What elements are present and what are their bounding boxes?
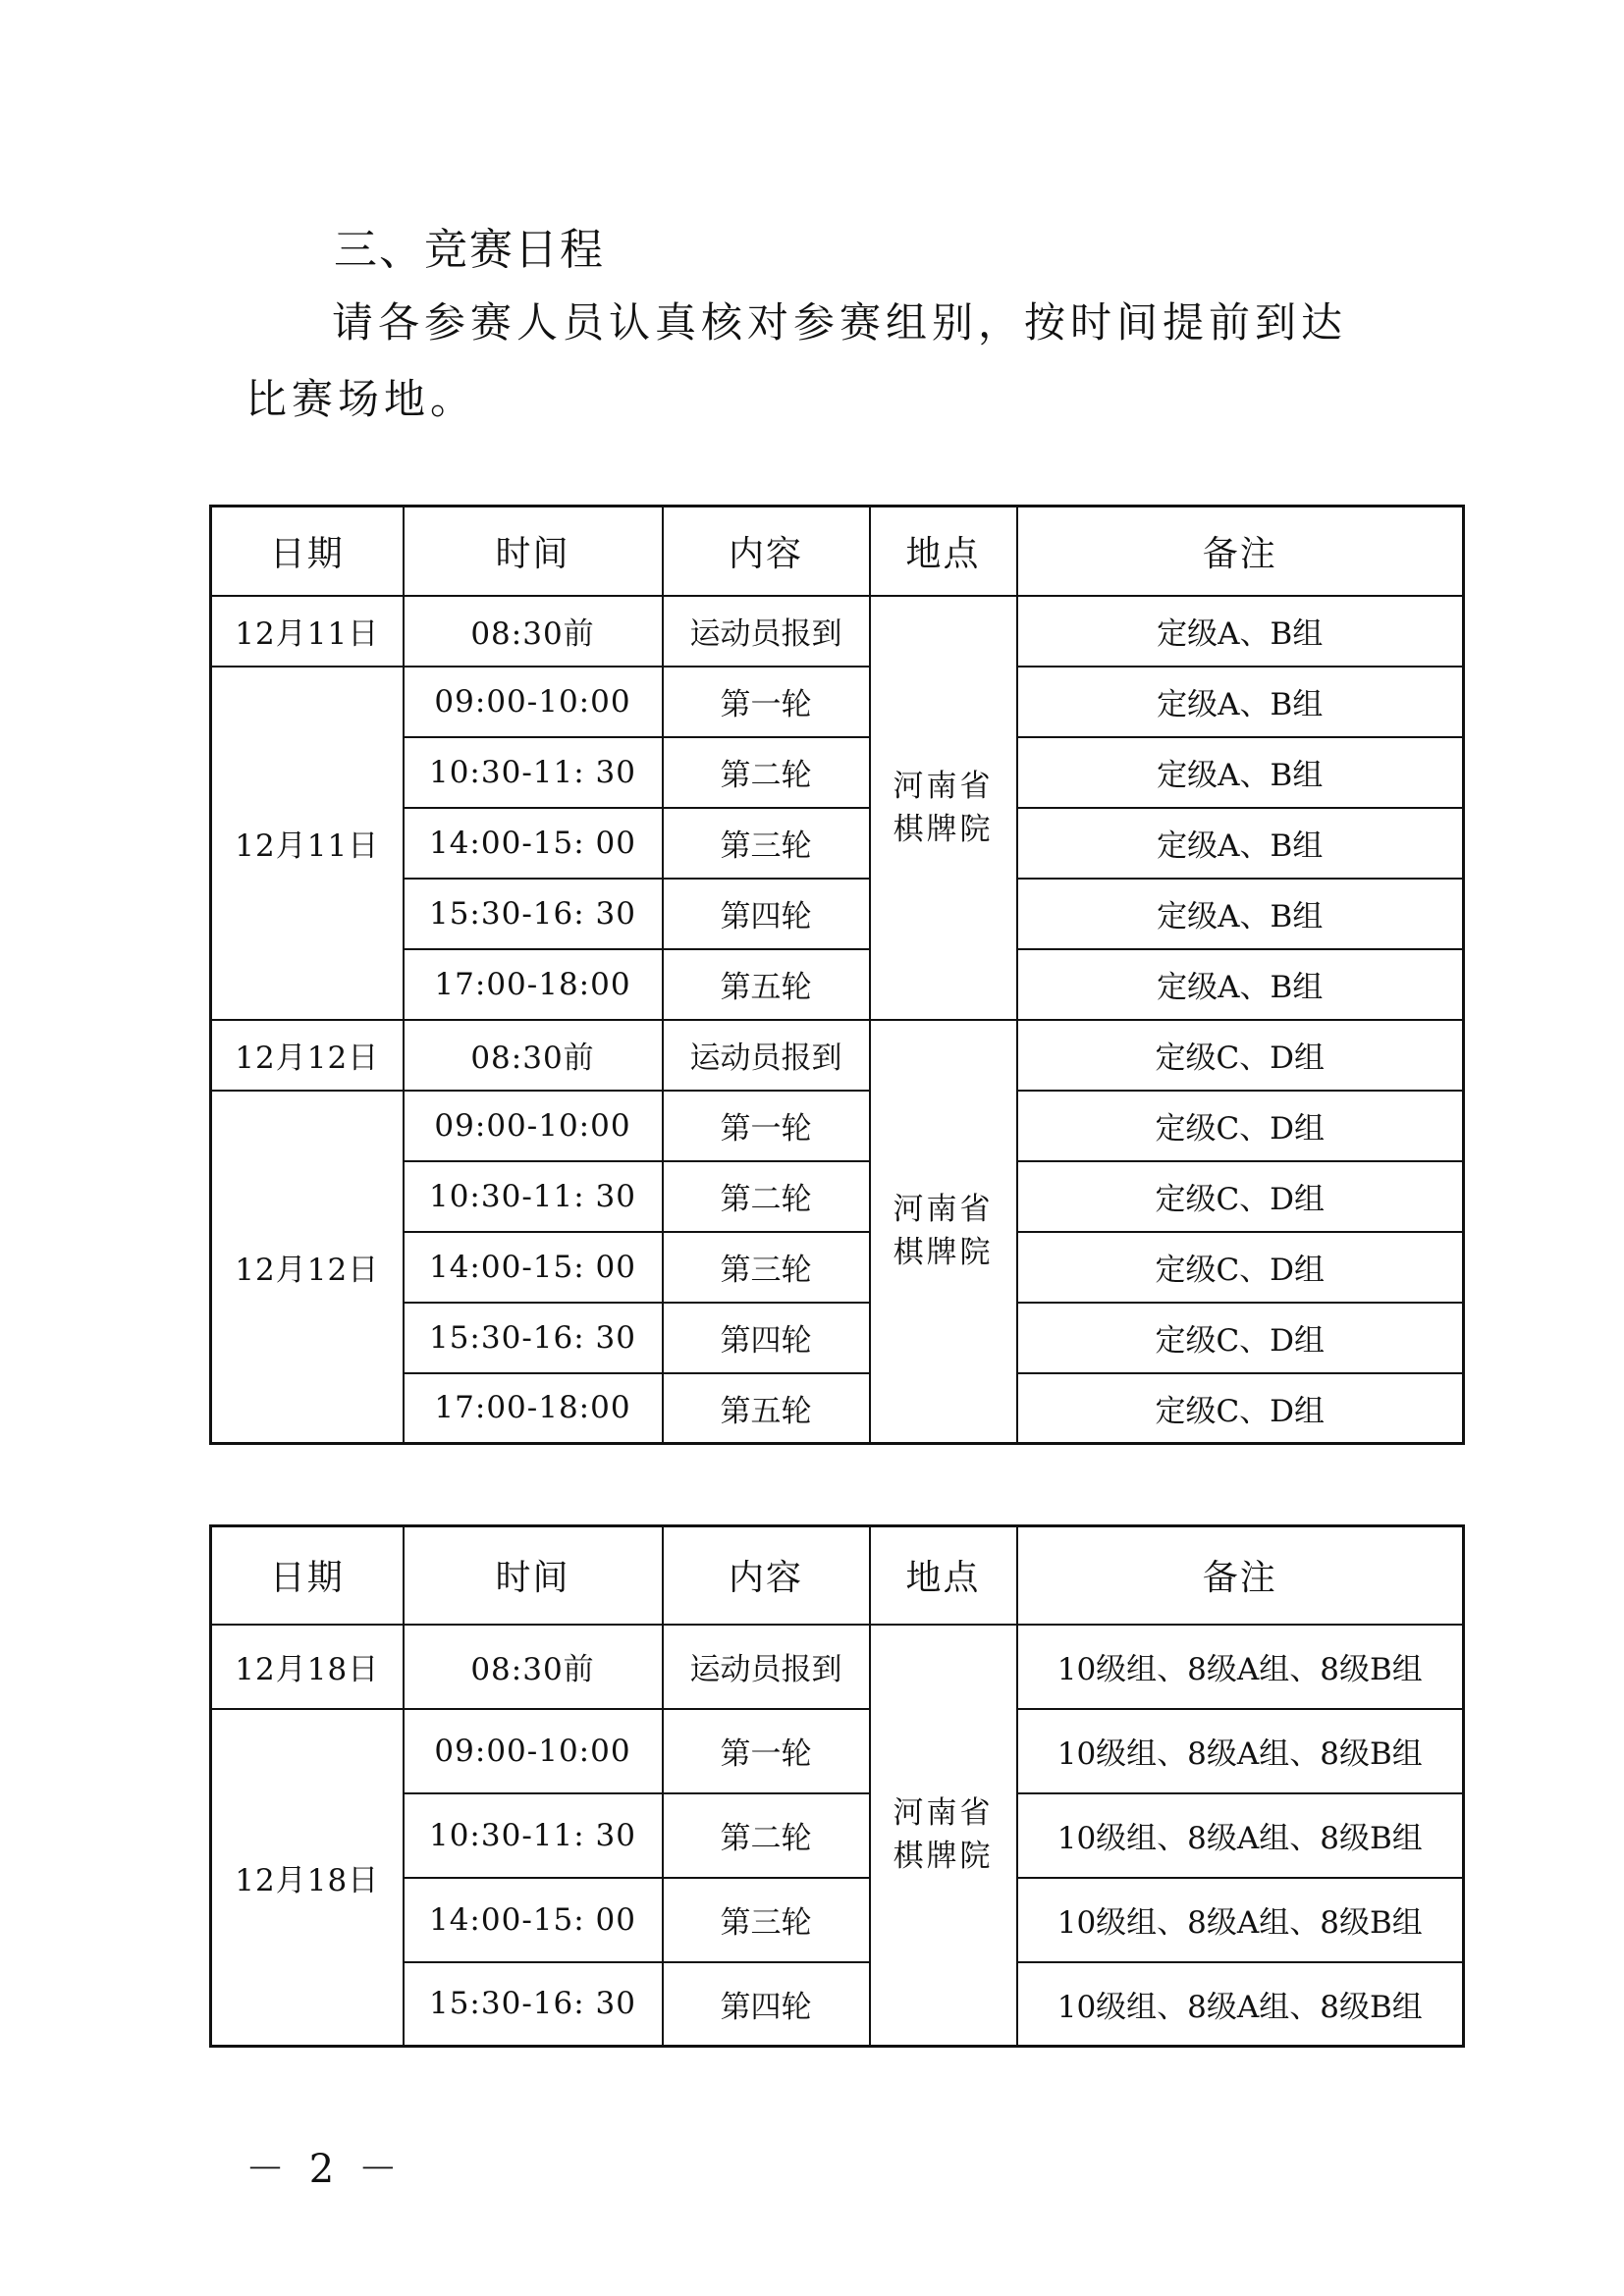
header-time: 时间: [404, 507, 663, 596]
section-heading: 三、竞赛日程: [334, 225, 605, 275]
venue-line: 河南省: [893, 768, 994, 804]
venue-cell: [870, 1625, 1017, 2047]
venue-cell: [870, 596, 1017, 1020]
time-cell: 08:30前: [404, 1020, 663, 1091]
note-cell: 定级C、D组: [1017, 1373, 1464, 1444]
venue-line: 河南省: [893, 1795, 994, 1832]
note-cell: 10级组、8级A组、8级B组: [1017, 1962, 1464, 2047]
table-row: [211, 1091, 1464, 1161]
time-cell: 08:30前: [404, 1625, 663, 1709]
note-cell: 定级C、D组: [1017, 1091, 1464, 1161]
venue-cell: [870, 1020, 1017, 1444]
time-cell: 10:30-11: 30: [404, 1793, 663, 1878]
header-venue: 地点: [870, 507, 1017, 596]
time-cell: 14:00-15: 00: [404, 1232, 663, 1303]
content-cell: 第五轮: [663, 1373, 870, 1444]
header-note: 备注: [1017, 1526, 1464, 1625]
content-cell: 第三轮: [663, 808, 870, 879]
note-cell: 10级组、8级A组、8级B组: [1017, 1625, 1464, 1709]
content-cell: 第四轮: [663, 1303, 870, 1373]
schedule-table-2: [209, 1524, 1465, 2048]
time-cell: 15:30-16: 30: [404, 1962, 663, 2047]
note-cell: 10级组、8级A组、8级B组: [1017, 1793, 1464, 1878]
time-cell: 14:00-15: 00: [404, 1878, 663, 1962]
table-row: [211, 667, 1464, 737]
content-cell: 第二轮: [663, 737, 870, 808]
content-cell: 运动员报到: [663, 1020, 870, 1091]
note-cell: 定级A、B组: [1017, 879, 1464, 949]
table-row: [211, 1625, 1464, 1709]
time-cell: 08:30前: [404, 596, 663, 667]
header-date: 日期: [211, 507, 404, 596]
instruction-paragraph: 请各参赛人员认真核对参赛组别，按时间提前到达比赛场地。: [245, 298, 1348, 423]
header-content: 内容: [663, 1526, 870, 1625]
content-cell: 第五轮: [663, 949, 870, 1020]
header-note: 备注: [1017, 507, 1464, 596]
content-cell: 运动员报到: [663, 1625, 870, 1709]
date-cell: 12月18日: [211, 1625, 404, 1709]
note-cell: 定级C、D组: [1017, 1232, 1464, 1303]
time-cell: 17:00-18:00: [404, 1373, 663, 1444]
note-cell: 定级A、B组: [1017, 949, 1464, 1020]
time-cell: 10:30-11: 30: [404, 1161, 663, 1232]
time-cell: 09:00-10:00: [404, 1709, 663, 1793]
time-cell: 15:30-16: 30: [404, 879, 663, 949]
table-header-row: [211, 1526, 1464, 1625]
note-cell: 10级组、8级A组、8级B组: [1017, 1878, 1464, 1962]
content-cell: 第二轮: [663, 1793, 870, 1878]
header-date: 日期: [211, 1526, 404, 1625]
header-venue: 地点: [870, 1526, 1017, 1625]
content-cell: 第三轮: [663, 1232, 870, 1303]
venue-line: 棋牌院: [893, 811, 994, 847]
content-cell: 第四轮: [663, 879, 870, 949]
note-cell: 定级C、D组: [1017, 1161, 1464, 1232]
note-cell: 定级C、D组: [1017, 1303, 1464, 1373]
venue-line: 棋牌院: [893, 1839, 994, 1875]
table-row: [211, 1020, 1464, 1091]
time-cell: 10:30-11: 30: [404, 737, 663, 808]
content-cell: 第一轮: [663, 1709, 870, 1793]
page-number: － 2 －: [245, 2147, 404, 2192]
date-cell: 12月11日: [211, 667, 404, 1020]
header-content: 内容: [663, 507, 870, 596]
content-cell: 第一轮: [663, 1091, 870, 1161]
time-cell: 15:30-16: 30: [404, 1303, 663, 1373]
content-cell: 运动员报到: [663, 596, 870, 667]
date-cell: 12月12日: [211, 1091, 404, 1444]
date-cell: 12月18日: [211, 1709, 404, 2047]
note-cell: 10级组、8级A组、8级B组: [1017, 1709, 1464, 1793]
venue-line: 棋牌院: [893, 1235, 994, 1271]
content-cell: 第四轮: [663, 1962, 870, 2047]
time-cell: 14:00-15: 00: [404, 808, 663, 879]
content-cell: 第二轮: [663, 1161, 870, 1232]
date-cell: 12月12日: [211, 1020, 404, 1091]
time-cell: 09:00-10:00: [404, 1091, 663, 1161]
table-row: [211, 1709, 1464, 1793]
time-cell: 17:00-18:00: [404, 949, 663, 1020]
header-time: 时间: [404, 1526, 663, 1625]
note-cell: 定级A、B组: [1017, 737, 1464, 808]
note-cell: 定级C、D组: [1017, 1020, 1464, 1091]
venue-line: 河南省: [893, 1192, 994, 1228]
time-cell: 09:00-10:00: [404, 667, 663, 737]
date-cell: 12月11日: [211, 596, 404, 667]
schedule-table-1: [209, 505, 1465, 1445]
content-cell: 第三轮: [663, 1878, 870, 1962]
table-header-row: [211, 507, 1464, 596]
table-row: [211, 596, 1464, 667]
note-cell: 定级A、B组: [1017, 596, 1464, 667]
note-cell: 定级A、B组: [1017, 808, 1464, 879]
content-cell: 第一轮: [663, 667, 870, 737]
note-cell: 定级A、B组: [1017, 667, 1464, 737]
